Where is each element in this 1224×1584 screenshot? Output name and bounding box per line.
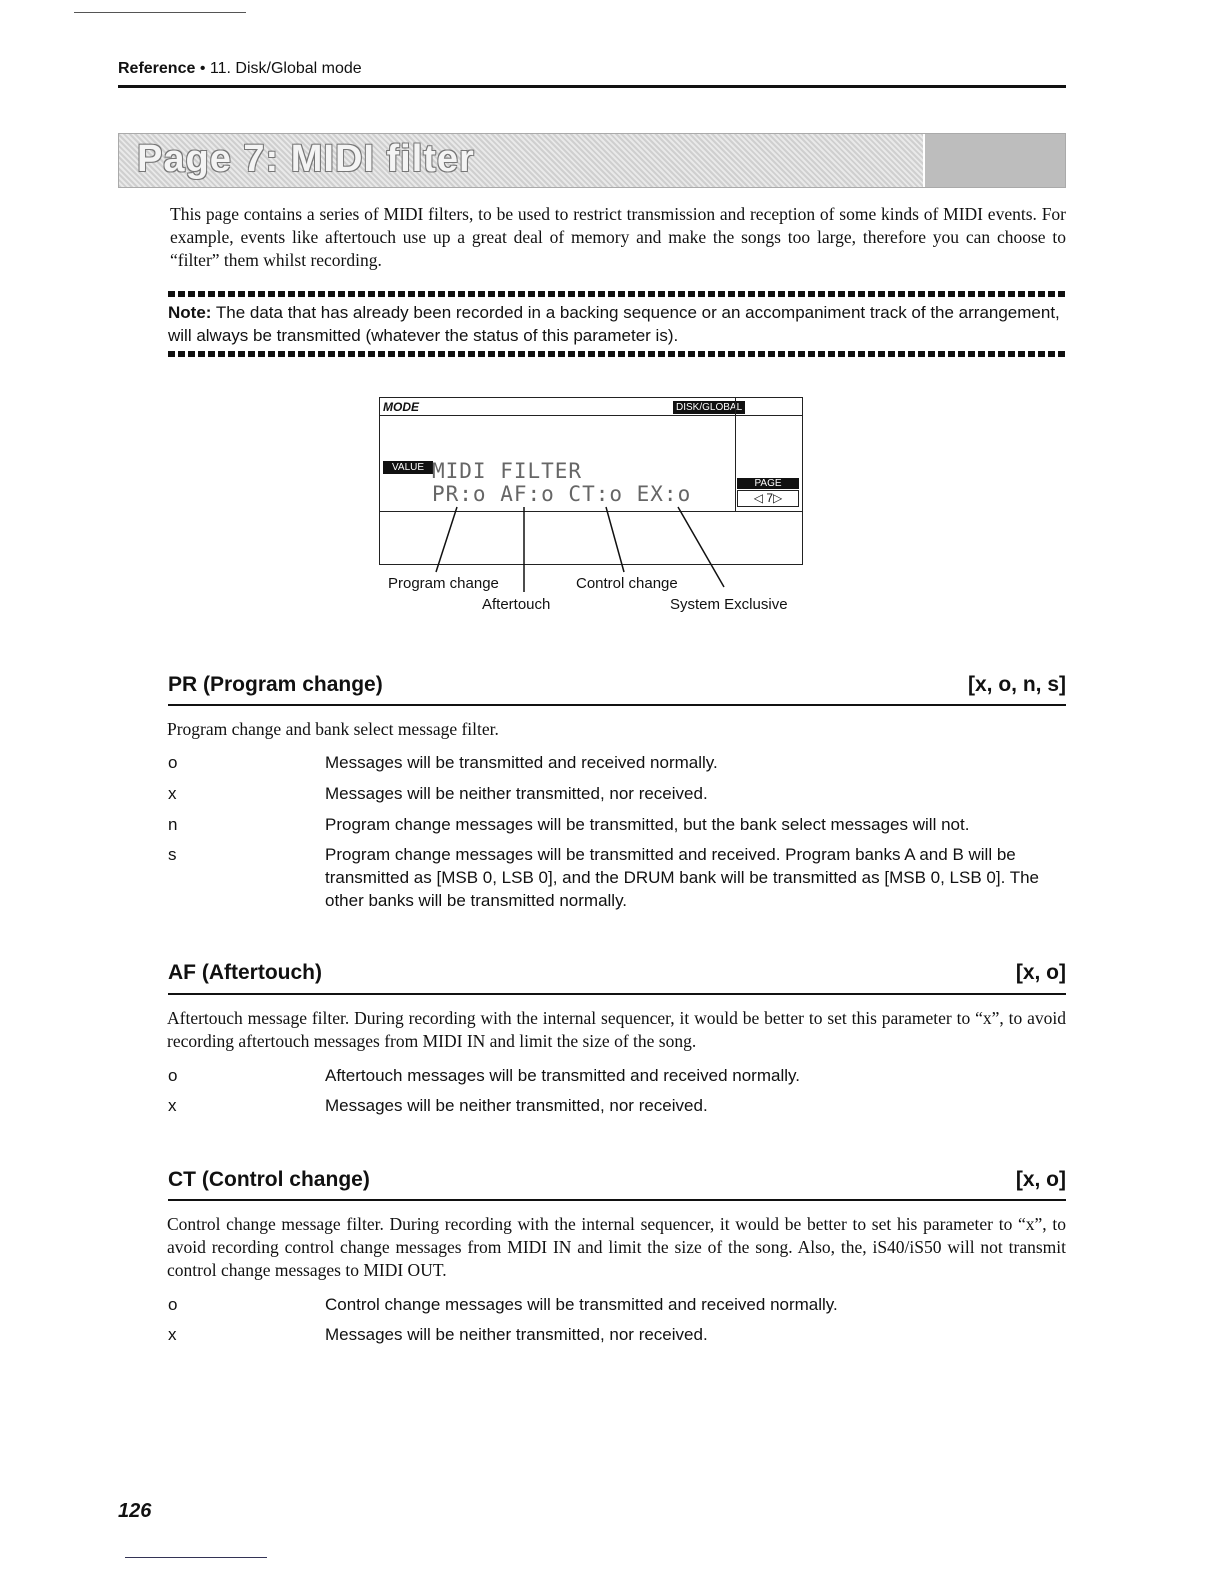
- option-key: o: [168, 753, 178, 772]
- section-description-pr: Program change and bank select message filter.: [167, 719, 499, 739]
- option-text: Messages will be neither transmitted, nor received.: [325, 1096, 708, 1115]
- option-text: Messages will be neither transmitted, nor received.: [325, 1325, 708, 1344]
- running-head-chapter: 11. Disk/Global mode: [209, 60, 362, 77]
- section-values-pr: [x, o, n, s]: [967, 673, 1066, 696]
- option-text: Aftertouch messages will be transmitted and received normally.: [325, 1066, 800, 1085]
- note-label: Note:: [168, 303, 212, 322]
- lcd-mode-badge: DISK/GLOBAL: [673, 401, 745, 414]
- bottom-edge-rule: [125, 1557, 267, 1558]
- option-key: s: [168, 845, 177, 864]
- option-text: Program change messages will be transmitted and received. Program banks A and B will be transmitted as [MSB 0, LSB 0], and the DRUM bank will be transmitted as [MSB 0, LSB 0]. The other banks will be transmitted normally.: [325, 845, 1039, 910]
- section-description-ct: Control change message filter. During recording with the internal sequencer, it would be better to set his parameter to “x”, to avoid recording control change messages from MIDI IN and limit the size of the song. Also, the, iS40/iS50 will not transmit control change messages to MIDI OUT.: [167, 1214, 1066, 1280]
- banner-decoration: [923, 134, 1065, 187]
- note-text: The data that has already been recorded in a backing sequence or an accompaniment track of the arrangement, will always be transmitted (whatever the status of this parameter is).: [168, 303, 1060, 345]
- option-key: x: [168, 1325, 177, 1344]
- option-key: o: [168, 1066, 178, 1085]
- section-description-af: Aftertouch message filter. During recording with the internal sequencer, it would be better to set this parameter to “x”, to avoid recording aftertouch messages from MIDI IN and limit the size of the song.: [167, 1008, 1066, 1051]
- lcd-mode-label: MODE: [383, 400, 419, 414]
- note-rule-bottom: [168, 351, 1066, 357]
- lcd-callout-lines: [379, 397, 803, 597]
- section-title-pr: PR (Program change): [168, 673, 383, 696]
- running-head: [118, 60, 362, 78]
- option-text: Control change messages will be transmitted and received normally.: [325, 1295, 838, 1314]
- running-head-label: Reference: [118, 60, 196, 77]
- header-rule: [118, 85, 1066, 88]
- note-rule-top: [168, 291, 1066, 297]
- intro-paragraph: This page contains a series of MIDI filters, to be used to restrict transmission and reception of some kinds of MIDI events. For example, events like aftertouch use up a great deal of memory and make the songs too large, therefore you can choose to “filter” them whilst recording.: [170, 204, 1066, 270]
- note-box: [168, 301, 1078, 347]
- callout-system-exclusive: System Exclusive: [670, 596, 788, 613]
- banner-title: Page 7: MIDI filter: [137, 138, 475, 180]
- option-key: x: [168, 1096, 177, 1115]
- option-text: Messages will be transmitted and received normally.: [325, 753, 718, 772]
- section-rule: [168, 993, 1066, 995]
- section-title-af: AF (Aftertouch): [168, 961, 322, 984]
- section-rule: [168, 704, 1066, 706]
- section-values-af: [x, o]: [1015, 961, 1066, 984]
- lcd-value-badge: VALUE: [383, 461, 433, 474]
- running-head-bullet: •: [199, 60, 206, 77]
- lcd-page-arrows: ◁ 7▷: [737, 490, 799, 507]
- page-number: 126: [118, 1500, 152, 1522]
- section-banner: [118, 133, 1066, 188]
- lcd-page-badge: PAGE: [737, 478, 799, 489]
- option-text: Program change messages will be transmitted, but the bank select messages will not.: [325, 815, 970, 834]
- lcd-line-2: PR:o AF:o CT:o EX:o: [432, 482, 692, 506]
- option-text: Messages will be neither transmitted, nor received.: [325, 784, 708, 803]
- callout-aftertouch: Aftertouch: [482, 596, 551, 613]
- section-rule: [168, 1199, 1066, 1201]
- option-key: n: [168, 815, 178, 834]
- section-values-ct: [x, o]: [1015, 1168, 1066, 1191]
- lcd-line-1: MIDI FILTER: [432, 459, 583, 483]
- option-key: x: [168, 784, 177, 803]
- top-edge-rule: [74, 12, 246, 13]
- callout-program-change: Program change: [388, 575, 499, 592]
- option-key: o: [168, 1295, 178, 1314]
- callout-control-change: Control change: [576, 575, 678, 592]
- section-title-ct: CT (Control change): [168, 1168, 370, 1191]
